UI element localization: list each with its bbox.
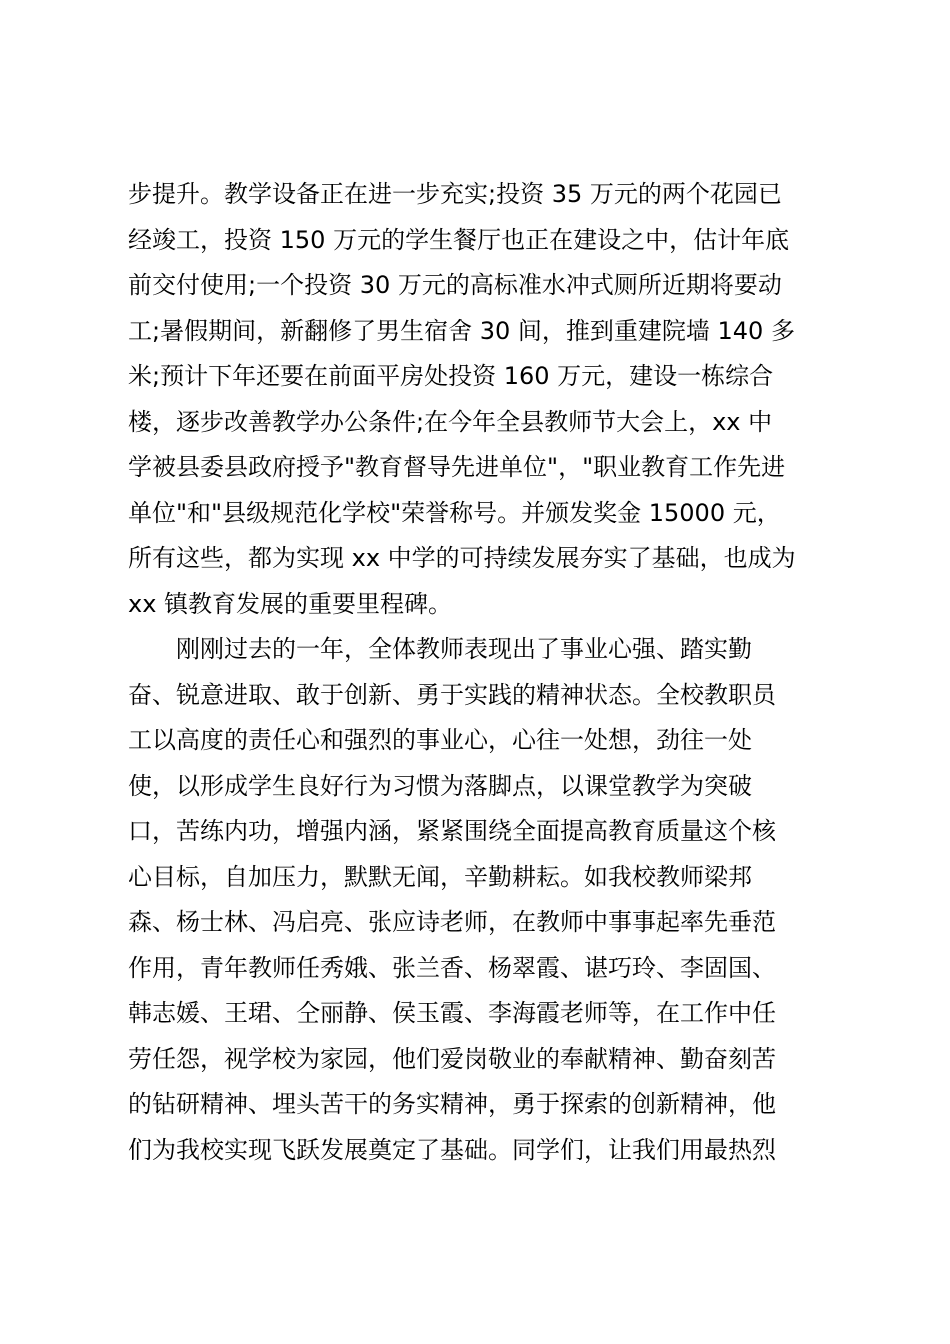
text-line-content: 米;预计下年还要在前面平房处投资 160 万元，建设一栋综合 (128, 362, 774, 390)
text-line (128, 991, 832, 1037)
text-line (128, 309, 832, 355)
text-line-content: 步提升。教学设备正在进一步充实;投资 35 万元的两个花园已 (128, 180, 782, 208)
text-line (128, 673, 832, 719)
text-line-content: 劳任怨，视学校为家园，他们爱岗敬业的奉献精神、勤奋刻苦 (128, 1044, 776, 1073)
body-text (128, 172, 832, 1173)
text-line (128, 400, 832, 446)
text-line (128, 1128, 832, 1174)
text-line-content: 工以高度的责任心和强烈的事业心，心往一处想，劲往一处 (128, 726, 752, 754)
text-line-content: xx 镇教育发展的重要里程碑。 (128, 589, 453, 618)
text-line-content: 的钻研精神、埋头苦干的务实精神，勇于探索的创新精神，他 (128, 1090, 776, 1118)
text-line (128, 172, 832, 218)
text-line (128, 900, 832, 946)
text-line-content: 前交付使用;一个投资 30 万元的高标准水冲式厕所近期将要动 (128, 271, 782, 299)
text-line (128, 764, 832, 810)
text-line (128, 1082, 832, 1128)
text-line-content: 单位"和"县级规范化学校"荣誉称号。并颁发奖金 15000 元， (128, 498, 781, 527)
text-line-content: 心目标，自加压力，默默无闻，辛勤耕耘。如我校教师梁邦 (128, 862, 752, 891)
text-line (128, 263, 832, 309)
text-line (128, 1037, 832, 1083)
text-line-content: 口，苦练内功，增强内涵，紧紧围绕全面提高教育质量这个核 (128, 817, 776, 845)
text-line (128, 536, 832, 582)
text-line-content: 们为我校实现飞跃发展奠定了基础。同学们，让我们用最热烈 (128, 1135, 776, 1164)
text-line (128, 946, 832, 992)
text-line-content: 楼，逐步改善教学办公条件;在今年全县教师节大会上，xx 中 (128, 407, 773, 436)
text-line (128, 582, 832, 628)
text-line-content: 学被县委县政府授予"教育督导先进单位"，"职业教育工作先进 (128, 453, 786, 481)
text-line (128, 627, 832, 673)
text-line (128, 809, 832, 855)
text-line (128, 491, 832, 537)
text-line-content: 作用，青年教师任秀娥、张兰香、杨翠霞、谌巧玲、李固国、 (128, 953, 776, 982)
text-line-content: 森、杨士林、冯启亮、张应诗老师，在教师中事事起率先垂范 (128, 908, 776, 936)
text-line (128, 445, 832, 491)
text-line-content: 奋、锐意进取、敢于创新、勇于实践的精神状态。全校教职员 (128, 680, 776, 709)
text-line (128, 218, 832, 264)
text-line (128, 354, 832, 400)
text-line-content: 工;暑假期间，新翻修了男生宿舍 30 间，推到重建院墙 140 多 (128, 316, 795, 345)
text-line (128, 855, 832, 901)
text-line-content: 所有这些，都为实现 xx 中学的可持续发展夯实了基础，也成为 (128, 544, 796, 572)
text-line (128, 718, 832, 764)
text-line-content: 刚刚过去的一年，全体教师表现出了事业心强、踏实勤 (176, 635, 752, 663)
text-line-content: 经竣工，投资 150 万元的学生餐厅也正在建设之中，估计年底 (128, 225, 790, 254)
text-line-content: 韩志媛、王珺、仝丽静、侯玉霞、李海霞老师等，在工作中任 (128, 999, 776, 1027)
text-line-content: 使，以形成学生良好行为习惯为落脚点，以课堂教学为突破 (128, 771, 752, 800)
